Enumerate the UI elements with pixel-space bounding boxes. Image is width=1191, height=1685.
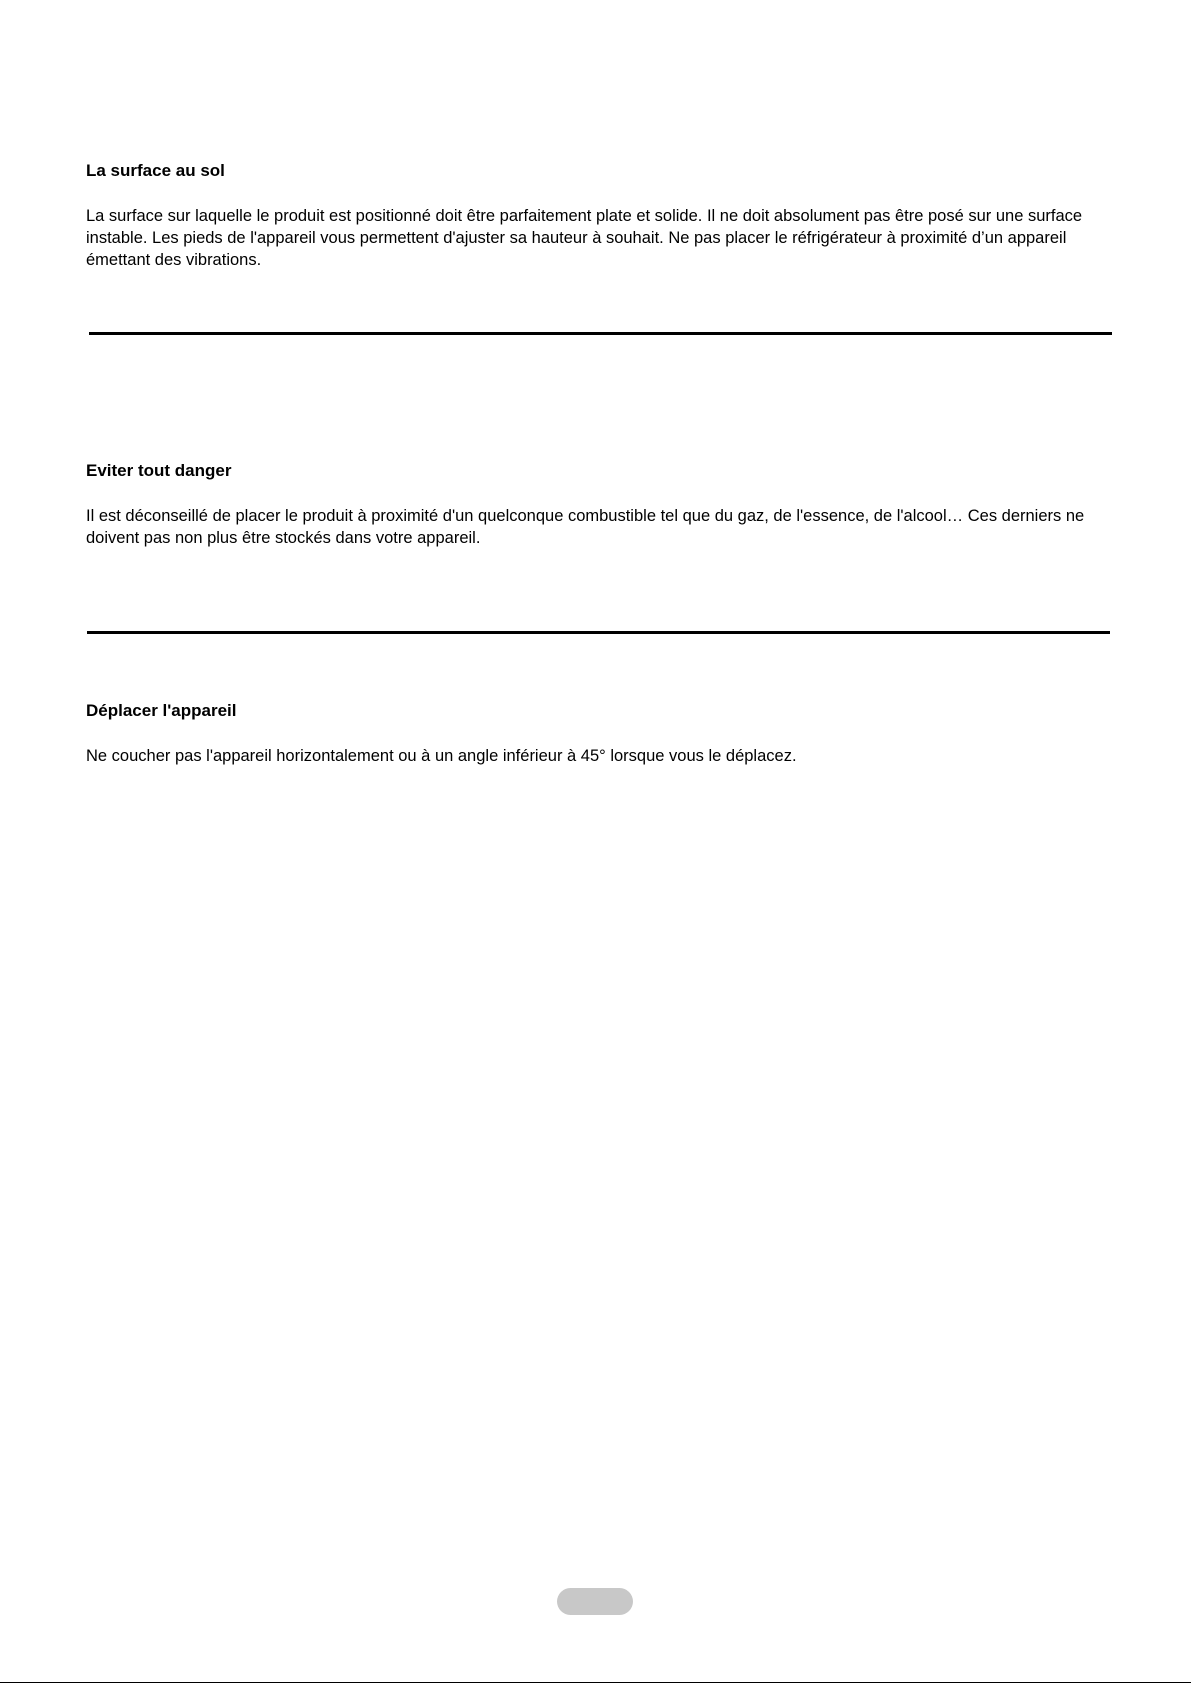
section-title-avoid-danger: Eviter tout danger [86,461,232,480]
section-divider [87,631,1110,634]
footer-line [0,1682,1191,1683]
section-body-floor-surface: La surface sur laquelle le produit est positionné doit être parfaitement plate et solide. Il ne doit absolument pas être posé sur une surface instable. Les pieds de l'appareil vous permettent d'ajuster sa hauteur à souhait. Ne pas placer le réfrigérateur à proximité d’un appareil émettant des vibrations. [86,207,1083,269]
section-divider [89,332,1112,335]
section-title-move-appliance: Déplacer l'appareil [86,701,237,720]
section-title-floor-surface: La surface au sol [86,161,225,180]
page-number-badge [557,1588,633,1615]
section-body-move-appliance: Ne coucher pas l'appareil horizontalement ou à un angle inférieur à 45° lorsque vous le déplacez. [86,747,797,765]
section-body-avoid-danger: Il est déconseillé de placer le produit à proximité d'un quelconque combustible tel que du gaz, de l'essence, de l'alcool… Ces derniers ne doivent pas non plus être stockés dans votre appareil. [86,507,1085,547]
